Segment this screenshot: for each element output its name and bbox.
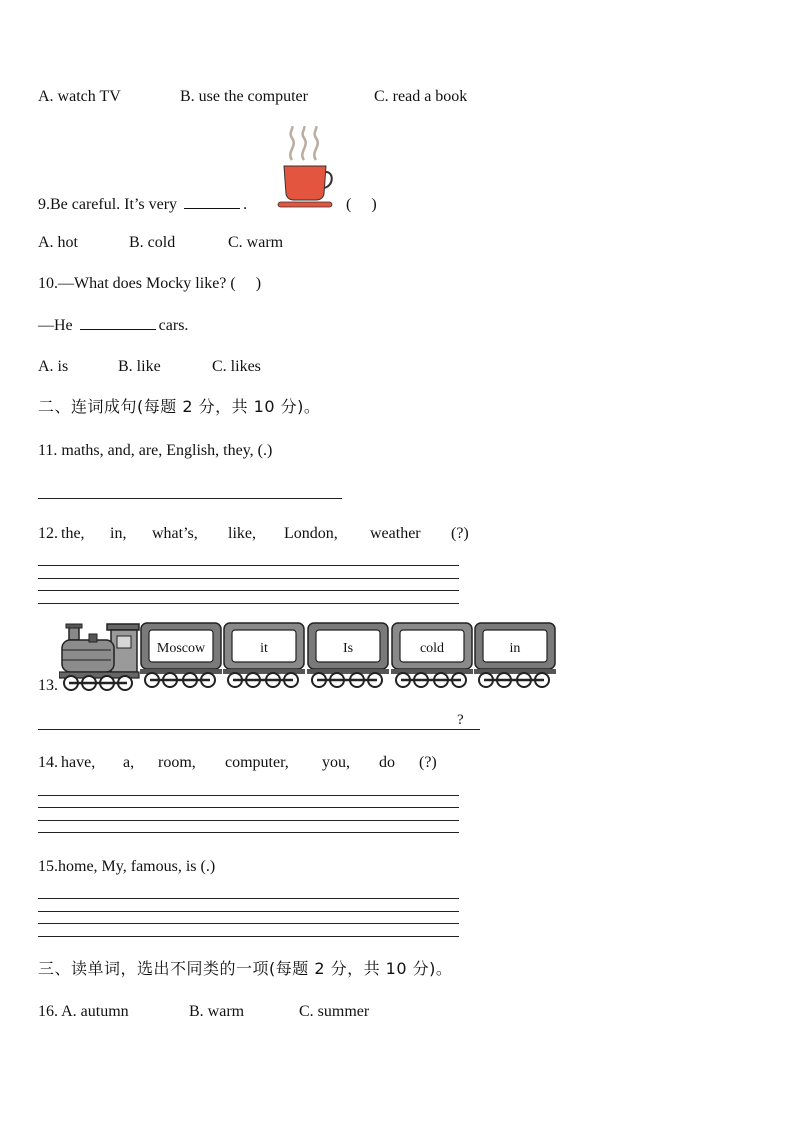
section-two-heading: 二、连词成句(每题 2 分，共 10 分)。 <box>38 397 321 416</box>
q12-writing-line <box>38 565 459 566</box>
q9-end: . <box>243 196 248 213</box>
q15-writing-line <box>38 923 459 924</box>
q14-writing-line <box>38 832 459 833</box>
q15-writing-line <box>38 936 459 937</box>
q13-num: 13. <box>38 677 58 694</box>
q9-option-b: B. cold <box>129 234 176 251</box>
train-car-word: Moscow <box>156 641 206 656</box>
q11-answer-line <box>38 498 342 499</box>
q8-option-a: A. watch TV <box>38 88 121 105</box>
q14-word: room, <box>158 754 196 771</box>
q14-writing-line <box>38 807 459 808</box>
train-car-word: Is <box>342 641 354 656</box>
q14-word: (?) <box>419 754 437 771</box>
q14-writing-line <box>38 795 459 796</box>
q13-answer-line <box>38 729 480 730</box>
q8-option-b: B. use the computer <box>180 88 308 105</box>
q10-blank <box>80 329 156 330</box>
q14-word: do <box>379 754 395 771</box>
q12-word: like, <box>228 525 256 542</box>
train-car-word: it <box>260 641 268 656</box>
train-car-word: cold <box>419 641 445 656</box>
q9-option-c: C. warm <box>228 234 284 251</box>
train-engine-icon <box>59 622 141 692</box>
q12-word: what’s, <box>152 525 198 542</box>
hot-cup-icon <box>276 126 336 208</box>
q14-word: have, <box>61 754 96 771</box>
q12-writing-line <box>38 603 459 604</box>
q14-word: computer, <box>225 754 289 771</box>
q16-option-b: B. warm <box>189 1003 245 1020</box>
q12-word: London, <box>284 525 338 542</box>
q9-question <box>38 197 247 213</box>
q10-option-a: A. is <box>38 358 69 375</box>
q14-word: you, <box>322 754 350 771</box>
train-car <box>474 622 556 690</box>
q16-option-a: 16. A. autumn <box>38 1003 129 1020</box>
q14-writing-line <box>38 820 459 821</box>
q12-word: weather <box>370 525 421 542</box>
train-car <box>223 622 305 690</box>
train-car-word: in <box>509 641 521 656</box>
q12-word: the, <box>61 525 85 542</box>
q13-end-mark: ? <box>457 712 464 728</box>
train-car <box>140 622 222 690</box>
q15-words: 15.home, My, famous, is (.) <box>38 858 216 875</box>
q15-writing-line <box>38 911 459 912</box>
section-three-heading: 三、读单词，选出不同类的一项(每题 2 分，共 10 分)。 <box>38 959 453 978</box>
q12-num: 12. <box>38 525 58 542</box>
q10-question: 10.—What does Mocky like? ( ) <box>38 275 262 292</box>
q9-blank <box>184 208 240 209</box>
q16-option-c: C. summer <box>299 1003 370 1020</box>
q10-option-c: C. likes <box>212 358 261 375</box>
q12-word: (?) <box>451 525 469 542</box>
q9-option-a: A. hot <box>38 234 78 251</box>
train-car <box>307 622 389 690</box>
q11-words: 11. maths, and, are, English, they, (.) <box>38 442 273 459</box>
q12-writing-line <box>38 578 459 579</box>
train-car <box>391 622 473 690</box>
q14-num: 14. <box>38 754 58 771</box>
q9-answer-paren: ( ) <box>346 196 377 213</box>
q10-answer-end: cars. <box>158 317 189 334</box>
q8-option-c: C. read a book <box>374 88 468 105</box>
q12-writing-line <box>38 590 459 591</box>
q12-word: in, <box>110 525 127 542</box>
q9-text: 9.Be careful. It’s very <box>38 196 182 213</box>
q10-answer-line <box>38 318 188 334</box>
q14-word: a, <box>123 754 135 771</box>
q10-option-b: B. like <box>118 358 161 375</box>
q10-answer-start: —He <box>38 317 77 334</box>
q15-writing-line <box>38 898 459 899</box>
